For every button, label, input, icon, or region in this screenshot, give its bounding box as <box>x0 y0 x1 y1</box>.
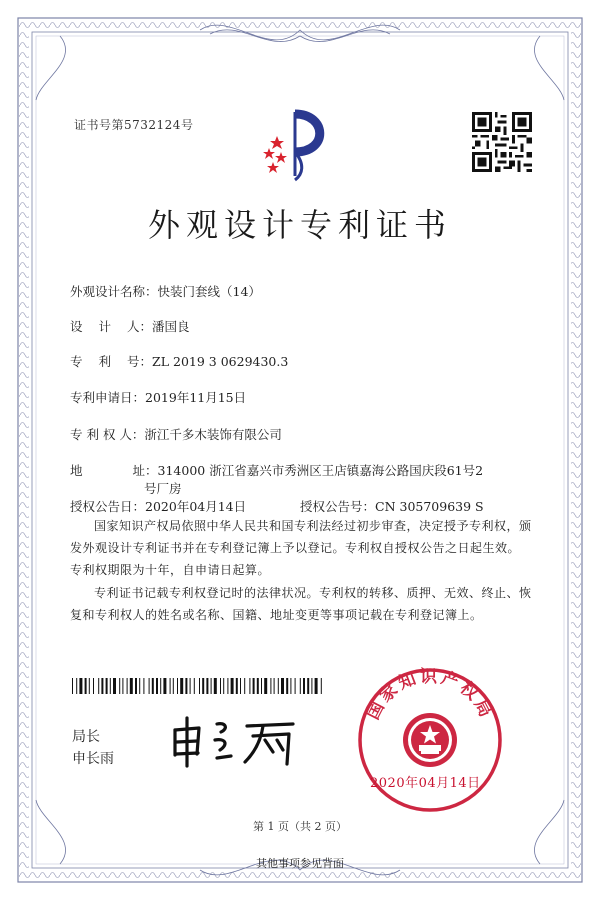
address-value-line1: 314000 浙江省嘉兴市秀洲区王店镇嘉海公路国庆段61号2 <box>157 463 484 478</box>
barcode-icon <box>72 678 324 694</box>
patentee-row <box>70 426 282 444</box>
seal-text: 国家知识产权局 <box>363 667 497 724</box>
design-name-row <box>70 283 261 301</box>
certificate-number: 证书号第5732124号 <box>74 118 194 132</box>
design-name-label: 外观设计名称： <box>70 284 158 299</box>
director-title: 局长 <box>72 729 100 745</box>
address-row <box>70 462 483 480</box>
cnipa-logo-icon <box>255 104 335 184</box>
grant-date-row <box>70 498 246 516</box>
patent-no-label-1: 专 <box>70 354 83 369</box>
designer-value: 潘国良 <box>152 319 190 334</box>
grant-date-value: 2020年04月14日 <box>145 499 247 514</box>
footer-note: 其他事项参见背面 <box>256 857 344 870</box>
address-row-continued <box>144 480 182 498</box>
designer-row <box>70 318 190 336</box>
page-title: 外观设计专利证书 <box>147 206 452 244</box>
patent-number-row <box>70 353 288 371</box>
patent-no-label-2: 利 <box>98 354 112 369</box>
patentee-label: 专 利 权 人： <box>70 427 145 442</box>
designer-label-1: 设 <box>70 319 83 334</box>
director-signature <box>165 710 305 770</box>
patent-no-label-3: 号： <box>127 354 153 369</box>
paragraph-legal-status: 专利证书记载专利权登记时的法律状况。专利权的转移、质押、无效、终止、恢复和专利权人的姓名或名称、国籍、地址变更等事项记载在专利登记簿上。 <box>70 586 532 622</box>
address-value-line2: 号厂房 <box>144 481 182 496</box>
grant-number-row <box>300 498 484 516</box>
design-name-value: 快装门套线（14） <box>157 284 261 299</box>
designer-label-2: 计 <box>98 319 112 334</box>
page-number: 第 1 页（共 2 页） <box>253 820 347 833</box>
seal-date: 2020年04月14日 <box>370 776 481 791</box>
director-name: 申长雨 <box>72 751 114 767</box>
filing-date-label: 专利申请日： <box>70 390 146 405</box>
patentee-value: 浙江千多木装饰有限公司 <box>144 427 282 442</box>
official-seal <box>355 665 505 815</box>
filing-date-value: 2019年11月15日 <box>145 390 247 405</box>
grant-date-label: 授权公告日： <box>70 499 146 514</box>
address-label-1: 地 <box>70 463 83 478</box>
paragraph-grant-statement: 国家知识产权局依照中华人民共和国专利法经过初步审查，决定授予专利权，颁发外观设计专利证书并在专利登记簿上予以登记。专利权自授权公告之日起生效。专利权期限为十年，自申请日起算。 <box>70 519 532 577</box>
filing-date-row <box>70 389 246 407</box>
grant-no-label: 授权公告号： <box>300 499 376 514</box>
designer-label-3: 人： <box>127 319 153 334</box>
qr-code-icon <box>472 112 532 172</box>
grant-no-value: CN 305709639 S <box>375 499 484 514</box>
patent-no-value: ZL 2019 3 0629430.3 <box>152 354 289 369</box>
address-label-2: 址： <box>132 463 158 478</box>
